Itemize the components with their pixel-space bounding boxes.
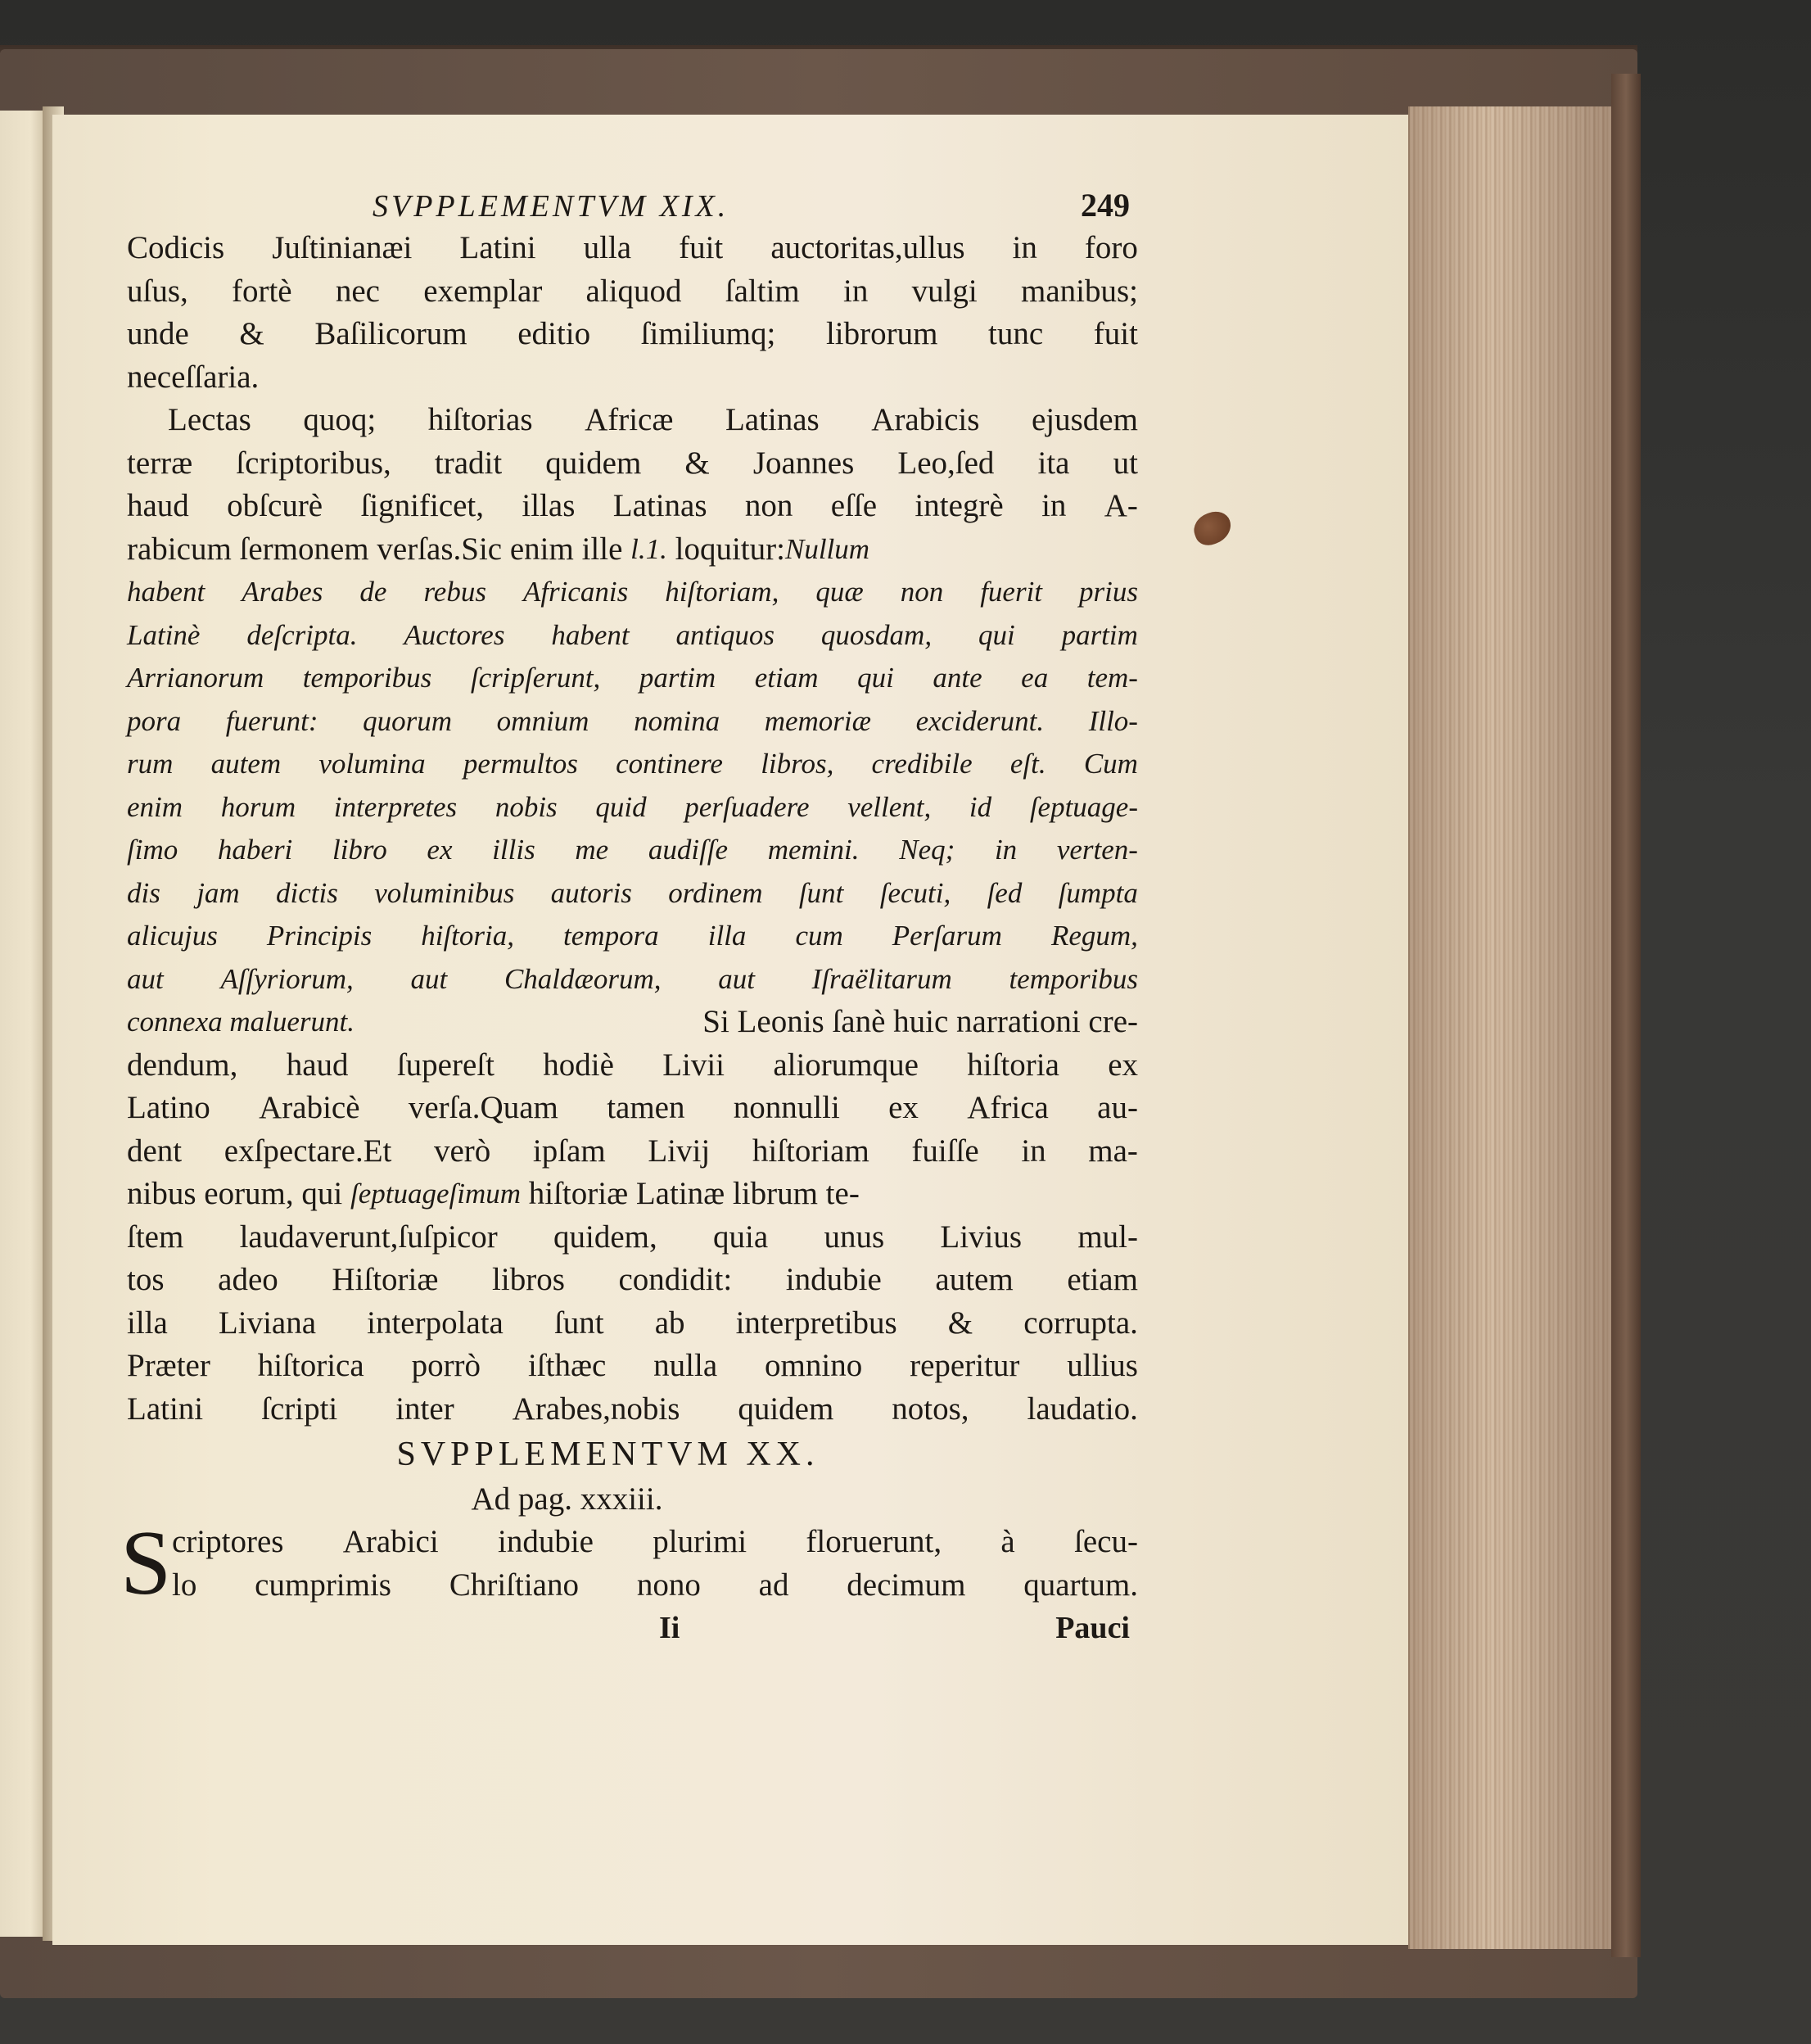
word: ipſam	[532, 1133, 606, 1169]
text-line	[172, 1564, 1138, 1608]
word: eſt.	[1009, 748, 1046, 780]
word: auctoritas,ullus	[770, 230, 965, 265]
word: illas	[522, 488, 576, 523]
word: Principis	[266, 920, 373, 952]
word: Aſſyriorum,	[220, 962, 354, 995]
quote-start: Nullum	[784, 532, 870, 565]
word: non	[744, 488, 793, 523]
word: ſcriptoribus,	[236, 445, 391, 481]
word: prius	[1079, 576, 1138, 608]
text-span: rabicum ſermonem verſas.Sic enim ille	[127, 531, 631, 567]
word: vulgi	[911, 273, 978, 309]
word: ſumpta	[1058, 876, 1138, 909]
word: enim	[127, 790, 183, 823]
word: quartum.	[1023, 1567, 1138, 1603]
word: indubie	[785, 1262, 882, 1297]
word: ſimo	[127, 834, 178, 866]
word: quæ	[815, 576, 864, 608]
drop-capital: S	[120, 1513, 172, 1614]
text-span: hiſtoriæ Latinæ librum te-	[521, 1176, 860, 1211]
word: illa	[127, 1305, 168, 1341]
word: Joannes	[752, 445, 855, 481]
word: ſcripſerunt,	[470, 662, 601, 694]
word: eſſe	[830, 488, 878, 523]
word: qui	[857, 662, 894, 694]
word: Arabes	[242, 576, 323, 608]
word: exſpectare.Et	[224, 1133, 392, 1169]
text-line: neceſſaria.	[127, 359, 260, 395]
word: condidit:	[618, 1262, 733, 1297]
word: ſtem	[127, 1219, 184, 1255]
word: ex	[1108, 1047, 1138, 1083]
section-paragraph	[120, 1513, 1138, 1614]
word: horum	[220, 790, 296, 823]
word: omnino	[765, 1348, 863, 1383]
word: lo	[172, 1567, 197, 1603]
word: ordinem	[668, 876, 763, 909]
word: qui	[978, 618, 1015, 651]
word: haberi	[217, 834, 293, 866]
word: quidem,	[553, 1219, 657, 1255]
word: deſcripta.	[246, 618, 358, 651]
word: Arabicè	[259, 1090, 360, 1125]
word: Auctores	[404, 618, 505, 651]
text-line	[127, 485, 1138, 528]
word: Latini	[459, 230, 536, 265]
quote-line	[127, 829, 1138, 872]
quote-line	[127, 915, 1138, 958]
word: partim	[1061, 618, 1138, 651]
word: aliquod	[585, 273, 682, 309]
word: partim	[639, 662, 716, 694]
word: quoq;	[303, 402, 377, 437]
running-head-title: SVPPLEMENTVM XIX.	[373, 189, 729, 224]
word: nonnulli	[733, 1090, 840, 1125]
word: Latinè	[127, 618, 201, 651]
word: fuit	[1093, 316, 1138, 351]
word: Perſarum	[892, 920, 1002, 952]
word: omnium	[496, 704, 589, 737]
word: laudaverunt,ſuſpicor	[239, 1219, 498, 1255]
word: editio	[517, 316, 591, 351]
word: Neq;	[899, 834, 955, 866]
word: ſcripti	[261, 1391, 338, 1427]
word: Arabes,nobis	[512, 1391, 680, 1427]
text-line	[172, 1521, 1138, 1564]
word: foro	[1084, 230, 1138, 265]
word: criptores	[172, 1524, 284, 1559]
word: nec	[335, 273, 380, 309]
word: iſthæc	[527, 1348, 607, 1383]
word: Livij	[648, 1133, 711, 1169]
word: ea	[1021, 662, 1049, 694]
section-subheading: Ad pag. xxxiii.	[471, 1481, 663, 1517]
word: exemplar	[423, 273, 543, 309]
quote-line	[127, 657, 1138, 700]
text-line	[127, 1130, 1138, 1173]
word: autoris	[550, 876, 632, 909]
word: ullius	[1067, 1348, 1138, 1383]
word: credibile	[871, 748, 973, 780]
word: illis	[492, 834, 535, 866]
word: &	[684, 445, 710, 481]
word: A-	[1104, 488, 1138, 523]
text-line	[127, 1087, 1138, 1130]
text-line	[127, 1388, 1138, 1431]
text-span: loquitur:	[666, 531, 785, 567]
quote-end: connexa maluerunt.	[127, 1006, 355, 1038]
word: haud	[127, 488, 189, 523]
word: manibus;	[1020, 273, 1138, 309]
word: ut	[1113, 445, 1138, 481]
running-head	[127, 184, 1138, 227]
word: Latino	[127, 1090, 210, 1125]
word: notos,	[892, 1391, 969, 1427]
word: dictis	[276, 876, 338, 909]
word: Hiſtoriæ	[332, 1262, 439, 1297]
word: Livii	[662, 1047, 725, 1083]
word: libro	[332, 834, 387, 866]
word: memoriæ	[764, 704, 871, 737]
text-line	[127, 399, 1138, 442]
word: tempora	[563, 920, 659, 952]
word: verò	[434, 1133, 491, 1169]
quote-line	[127, 700, 1138, 744]
word: aliorumque	[773, 1047, 919, 1083]
word: verten-	[1056, 834, 1138, 866]
word: Arabici	[342, 1524, 439, 1559]
quote-line	[127, 571, 1138, 614]
word: nulla	[653, 1348, 718, 1383]
word: tos	[127, 1262, 165, 1297]
word: quidem	[738, 1391, 834, 1427]
word: alicujus	[127, 920, 218, 952]
word: Iſraëlitarum	[811, 962, 952, 995]
word: tem-	[1086, 662, 1138, 694]
word: haud	[286, 1047, 349, 1083]
word: tradit	[434, 445, 503, 481]
word: nomina	[634, 704, 720, 737]
word: ex	[427, 834, 453, 866]
text-line	[127, 1173, 1138, 1216]
word: etiam	[754, 662, 819, 694]
signature-mark: Ii	[659, 1611, 680, 1645]
word: continere	[616, 748, 723, 780]
cover-edge-right	[1611, 74, 1641, 1957]
word: libros,	[761, 748, 834, 780]
word: Arabicis	[871, 402, 980, 437]
word: Africa	[967, 1090, 1049, 1125]
word: plurimi	[653, 1524, 747, 1559]
word: Lectas	[168, 402, 251, 437]
word: fortè	[232, 273, 292, 309]
word: interpretibus	[735, 1305, 897, 1341]
word: dendum,	[127, 1047, 238, 1083]
page-number: 249	[1081, 187, 1130, 224]
word: quorum	[363, 704, 453, 737]
word: Codicis	[127, 230, 225, 265]
word: in	[843, 273, 869, 309]
text-line	[127, 528, 1138, 572]
word: id	[969, 790, 992, 823]
word: corrupta.	[1023, 1305, 1138, 1341]
word: nono	[636, 1567, 701, 1603]
quote-line	[127, 614, 1138, 658]
word: fuiſſe	[911, 1133, 979, 1169]
word: Africanis	[522, 576, 629, 608]
word: hiſtoriam	[752, 1133, 869, 1169]
word: ſimiliumq;	[640, 316, 776, 351]
word: aut	[127, 962, 164, 995]
word: ſupereſt	[396, 1047, 495, 1083]
word: temporibus	[1009, 962, 1138, 995]
word: permultos	[463, 748, 578, 780]
word: dent	[127, 1133, 183, 1169]
word: rum	[127, 748, 174, 780]
text-line	[127, 270, 1138, 314]
text-line	[127, 1302, 1138, 1345]
word: quia	[713, 1219, 769, 1255]
word: ad	[758, 1567, 789, 1603]
word: fuerit	[980, 576, 1043, 608]
word: ſeptuage-	[1029, 790, 1138, 823]
word: Chaldæorum,	[504, 962, 662, 995]
word: ma-	[1088, 1133, 1138, 1169]
word: voluminibus	[374, 876, 515, 909]
word: cumprimis	[255, 1567, 391, 1603]
word: dis	[127, 876, 160, 909]
word: in	[994, 834, 1018, 866]
word: hiſtorica	[257, 1348, 364, 1383]
word: Baſilicorum	[314, 316, 467, 351]
word: ejusdem	[1031, 402, 1138, 437]
text-line	[127, 227, 1138, 270]
word: quosdam,	[820, 618, 933, 651]
word: antiquos	[675, 618, 775, 651]
word: in	[1012, 230, 1037, 265]
word: jam	[196, 876, 240, 909]
word: Illo-	[1088, 704, 1138, 737]
text-line	[127, 1044, 1138, 1088]
word: decimum	[847, 1567, 966, 1603]
word: ſignificet,	[360, 488, 485, 523]
text-line	[127, 313, 1138, 356]
word: hiſtoria,	[421, 920, 514, 952]
word: me	[575, 834, 609, 866]
word: integrè	[915, 488, 1004, 523]
word: Chriſtiano	[449, 1567, 579, 1603]
text-line	[127, 1345, 1138, 1388]
word: unde	[127, 316, 189, 351]
text-span: nibus eorum, qui	[127, 1176, 350, 1211]
word: Præter	[127, 1348, 210, 1383]
word: Juſtinianæi	[272, 230, 413, 265]
word: ſunt	[798, 876, 844, 909]
word: in	[1021, 1133, 1046, 1169]
word: autem	[210, 748, 282, 780]
word: quid	[595, 790, 647, 823]
word: ex	[888, 1090, 919, 1125]
word: etiam	[1067, 1262, 1138, 1297]
word: non	[900, 576, 944, 608]
citation-reference: l.1.	[630, 532, 667, 565]
page-edges-shading	[1408, 106, 1613, 1949]
quote-line	[127, 872, 1138, 916]
word: ab	[654, 1305, 685, 1341]
word: ſecuti,	[879, 876, 951, 909]
word: ita	[1037, 445, 1070, 481]
word: terræ	[127, 445, 193, 481]
word: hiſtoria	[967, 1047, 1059, 1083]
word: Latinas	[725, 402, 820, 437]
word: in	[1041, 488, 1067, 523]
word: Leo,ſed	[897, 445, 995, 481]
word: exciderunt.	[915, 704, 1045, 737]
page-text	[120, 184, 1138, 1649]
word: adeo	[218, 1262, 278, 1297]
word: libros	[492, 1262, 565, 1297]
word: cum	[795, 920, 843, 952]
word: ulla	[583, 230, 632, 265]
word: tunc	[988, 316, 1044, 351]
word: ſecu-	[1074, 1524, 1138, 1559]
word: laudatio.	[1027, 1391, 1138, 1427]
word: quidem	[545, 445, 642, 481]
italic-term: ſeptuageſimum	[350, 1178, 522, 1210]
word: de	[359, 576, 387, 608]
word: rebus	[423, 576, 486, 608]
word: reperitur	[910, 1348, 1020, 1383]
word: unus	[824, 1219, 885, 1255]
word: interpretes	[333, 790, 458, 823]
word: pora	[127, 704, 182, 737]
word: mul-	[1077, 1219, 1138, 1255]
word: &	[947, 1305, 973, 1341]
word: uſus,	[127, 273, 188, 309]
word: volumina	[318, 748, 426, 780]
word: vellent,	[847, 790, 932, 823]
word: &	[239, 316, 264, 351]
word: Arrianorum	[127, 662, 264, 694]
text-span: Si Leonis ſanè huic narrationi cre-	[702, 1004, 1138, 1039]
word: aut	[718, 962, 755, 995]
word: Latini	[127, 1391, 204, 1427]
word: tamen	[607, 1090, 685, 1125]
word: Livius	[940, 1219, 1023, 1255]
word: habent	[551, 618, 630, 651]
word: à	[1000, 1524, 1015, 1559]
page-footer	[127, 1607, 1138, 1649]
word: audiſſe	[648, 834, 729, 866]
word: Liviana	[218, 1305, 317, 1341]
word: Latinas	[612, 488, 707, 523]
word: interpolata	[367, 1305, 504, 1341]
word: autem	[935, 1262, 1014, 1297]
word: obſcurè	[227, 488, 323, 523]
quote-line	[127, 786, 1138, 830]
word: Africæ	[585, 402, 674, 437]
word: au-	[1097, 1090, 1138, 1125]
text-line	[127, 1001, 1138, 1044]
word: habent	[127, 576, 205, 608]
word: temporibus	[302, 662, 432, 694]
word: illa	[707, 920, 747, 952]
catchword: Pauci	[1055, 1611, 1130, 1645]
word: fuerunt:	[225, 704, 318, 737]
quote-line	[127, 743, 1138, 786]
word: nobis	[495, 790, 558, 823]
word: hiſtoriam,	[665, 576, 779, 608]
word: fuit	[679, 230, 724, 265]
word: perſuadere	[684, 790, 810, 823]
word: indubie	[498, 1524, 594, 1559]
word: floruerunt,	[806, 1524, 942, 1559]
word: aut	[410, 962, 448, 995]
word: ſaltim	[725, 273, 800, 309]
word: Regum,	[1050, 920, 1138, 952]
word: verſa.Quam	[408, 1090, 558, 1125]
word: hiſtorias	[427, 402, 533, 437]
word: ante	[933, 662, 982, 694]
text-line	[127, 1259, 1138, 1302]
word: Cum	[1083, 748, 1138, 780]
word: ſunt	[553, 1305, 604, 1341]
text-line	[127, 1216, 1138, 1259]
quote-line	[127, 958, 1138, 1002]
word: inter	[395, 1391, 454, 1427]
word: ſed	[987, 876, 1023, 909]
text-line	[127, 442, 1138, 486]
word: librorum	[825, 316, 938, 351]
word: hodiè	[543, 1047, 614, 1083]
section-heading: SVPPLEMENTVM XX.	[396, 1436, 820, 1473]
word: porrò	[411, 1348, 481, 1383]
word: memini.	[767, 834, 860, 866]
